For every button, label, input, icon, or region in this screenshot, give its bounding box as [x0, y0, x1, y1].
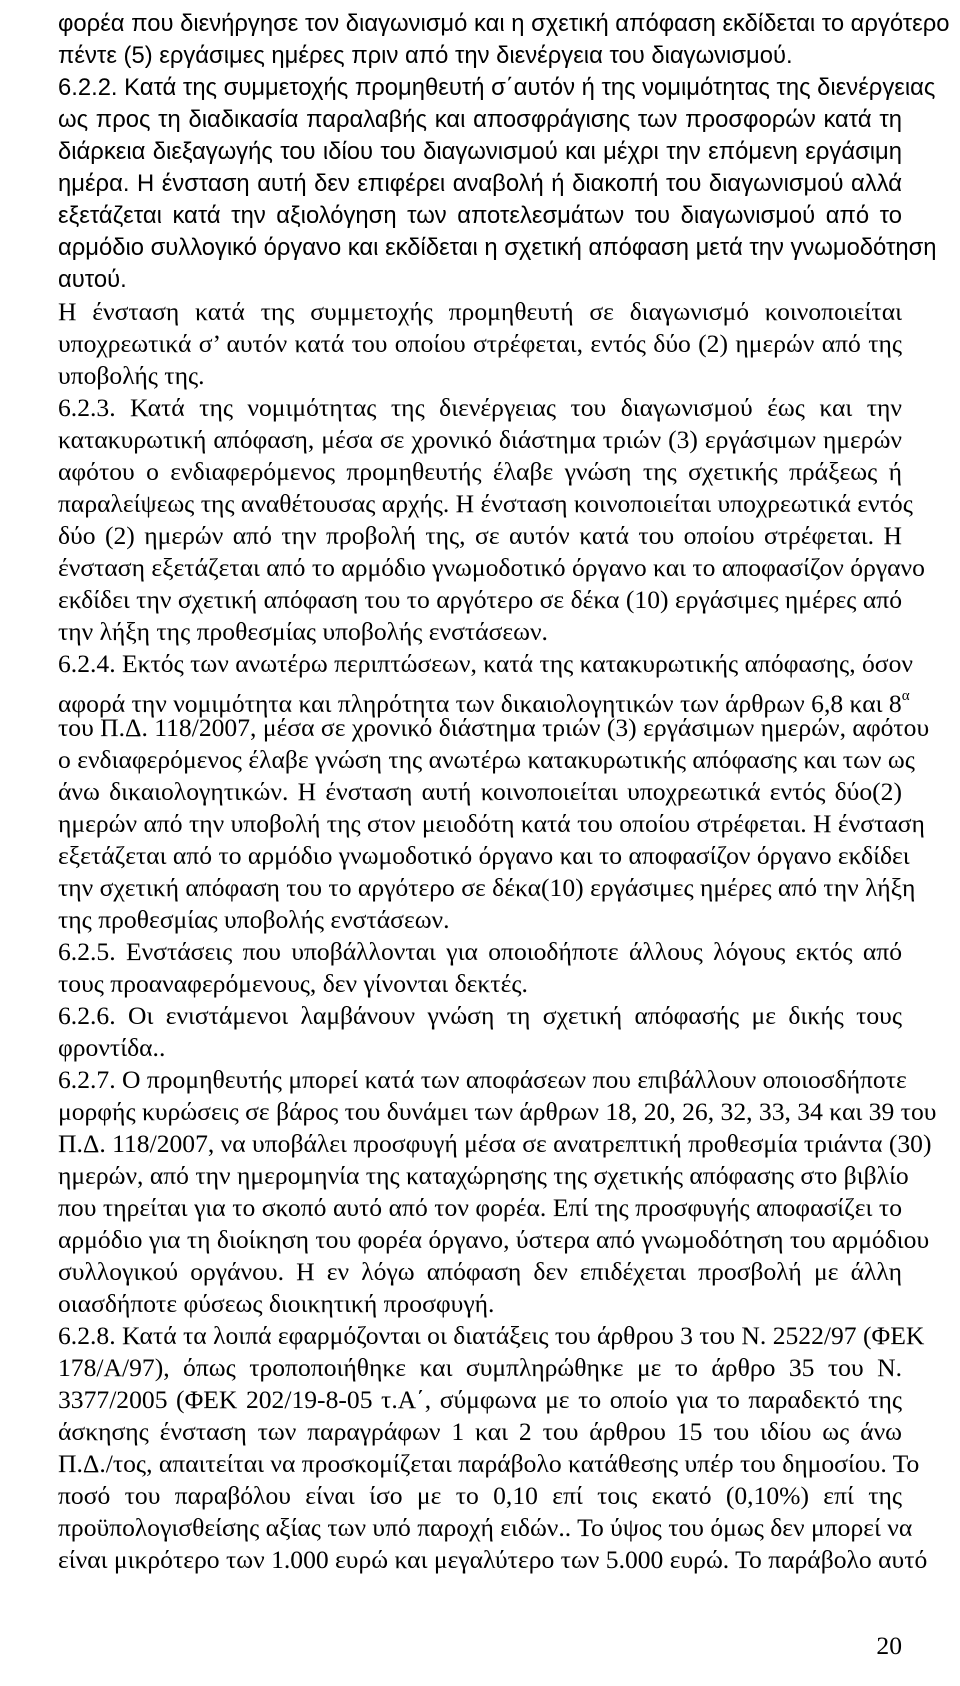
text-line [58, 1448, 920, 1480]
text-line [58, 616, 902, 648]
text-line-content: συλλογικού οργάνου. Η εν λόγω απόφαση δεν επιδέχεται προσβολή με άλλη [58, 1257, 902, 1286]
text-line-content: αυτού. [58, 266, 127, 293]
text-line-content: 3377/2005 (ΦΕΚ 202/19-8-05 τ.Α΄, σύμφωνα με το οποίο για το παραδεκτό της [58, 1385, 902, 1414]
text-line [58, 1416, 902, 1448]
text-line [58, 936, 902, 968]
text-line [58, 200, 902, 232]
text-line [58, 40, 902, 72]
text-line-content: ένσταση εξετάζεται από το αρμόδιο γνωμοδοτικό όργανο και το αποφασίζον όργανο [58, 553, 925, 582]
text-line-content: άσκησης ένσταση των παραγράφων 1 και 2 του άρθρου 15 του ιδίου ως άνω [58, 1417, 902, 1446]
text-line [58, 136, 902, 168]
text-line-content: κατακυρωτική απόφαση, μέσα σε χρονικό διάστημα τριών (3) εργάσιμων ημερών [58, 425, 902, 454]
text-line-content: της προθεσμίας υποβολής ενστάσεων. [58, 905, 450, 934]
text-line [58, 1096, 937, 1128]
text-line-content: εκδίδει την σχετική απόφαση του το αργότερο σε δέκα (10) εργάσιμες ημέρες από [58, 585, 902, 614]
text-line [58, 360, 902, 392]
text-line [58, 8, 950, 40]
text-line [58, 1160, 909, 1192]
text-line [58, 872, 916, 904]
text-line [58, 808, 925, 840]
text-line [58, 584, 902, 616]
text-line-content: την λήξη της προθεσμίας υποβολής ενστάσεων. [58, 617, 548, 646]
text-line-content: 6.2.2. Κατά της συμμετοχής προμηθευτή σ΄αυτόν ή της νομιμότητας της διενέργειας [58, 74, 936, 101]
text-line [58, 296, 902, 328]
text-line [58, 1192, 902, 1224]
text-line-content: Π.Δ. 118/2007, να υποβάλει προσφυγή μέσα σε ανατρεπτική προθεσμία τριάντα (30) [58, 1129, 932, 1158]
text-line-content: διάρκεια διεξαγωγής του ιδίου του διαγωνισμού και μέχρι την επόμενη εργάσιμη [58, 138, 902, 165]
text-line [58, 72, 936, 104]
text-line [58, 328, 902, 360]
text-line [58, 424, 902, 456]
text-line [58, 648, 913, 680]
text-line-content: οιασδήποτε φύσεως διοικητική προσφυγή. [58, 1289, 495, 1318]
text-line-content: τους προαναφερόμενους, δεν γίνονται δεκτές. [58, 969, 528, 998]
text-line-content: 6.2.8. Κατά τα λοιπά εφαρμόζονται οι διατάξεις του άρθρου 3 του Ν. 2522/97 (ΦΕΚ [58, 1321, 925, 1350]
text-line [58, 456, 902, 488]
text-line [58, 168, 902, 200]
text-line-content: άνω δικαιολογητικών. Η ένσταση αυτή κοινοποιείται υποχρεωτικά εντός δύο(2) [58, 777, 902, 806]
text-line-content: 6.2.3. Κατά της νομιμότητας της διενέργειας του διαγωνισμού έως και την [58, 393, 902, 422]
text-line [58, 840, 910, 872]
text-line-content: υποχρεωτικά σ’ αυτόν κατά του οποίου στρέφεται, εντός δύο (2) ημερών από της [58, 329, 902, 358]
text-line [58, 1480, 902, 1512]
text-line-content: την σχετική απόφαση του το αργότερο σε δέκα(10) εργάσιμες ημέρες από την λήξη [58, 873, 916, 902]
text-line-content: αρμόδιο συλλογικό όργανο και εκδίδεται η σχετική απόφαση μετά την γνωμοδότηση [58, 234, 937, 261]
text-line-content: δύο (2) ημερών από την προβολή της, σε αυτόν κατά του οποίου στρέφεται. Η [58, 521, 902, 550]
text-line-content: αφορά την νομιμότητα και πληρότητα των δικαιολογητικών των άρθρων 6,8 και 8 [58, 689, 902, 718]
text-line [58, 904, 902, 936]
text-line [58, 1384, 902, 1416]
superscript: α [901, 688, 910, 704]
text-line [58, 712, 930, 744]
text-line [58, 104, 902, 136]
text-line [58, 1320, 925, 1352]
text-line-content: 178/Α/97), όπως τροποποιήθηκε και συμπληρώθηκε με το άρθρο 35 του Ν. [58, 1353, 902, 1382]
text-line [58, 680, 910, 718]
text-line-content: 6.2.4. Εκτός των ανωτέρω περιπτώσεων, κατά της κατακυρωτικής απόφασης, όσον [58, 649, 913, 678]
text-line-content: ο ενδιαφερόμενος έλαβε γνώση της ανωτέρω κατακυρωτικής απόφασης και των ως [58, 745, 915, 774]
text-line [58, 744, 915, 776]
text-line [58, 1224, 930, 1256]
text-line-content: 6.2.5. Ενστάσεις που υποβάλλονται για οποιοδήποτε άλλους λόγους εκτός από [58, 937, 902, 966]
text-line-content: ποσό του παραβόλου είναι ίσο με το 0,10 επί τοις εκατό (0,10%) επί της [58, 1481, 902, 1510]
text-line-content: ημέρα. Η ένσταση αυτή δεν επιφέρει αναβολή ή διακοπή του διαγωνισμού αλλά [58, 170, 902, 197]
text-line-content: που τηρείται για το σκοπό αυτό από τον φορέα. Επί της προσφυγής αποφασίζει το [58, 1193, 902, 1222]
text-line [58, 1128, 932, 1160]
text-line [58, 1288, 902, 1320]
text-line-content: φορέα που διενήργησε τον διαγωνισμό και η σχετική απόφαση εκδίδεται το αργότερο [58, 10, 950, 37]
text-line-content: ημερών από την υποβολή της στον μειοδότη κατά του οποίου στρέφεται. Η ένσταση [58, 809, 925, 838]
text-line-content: ημερών, από την ημερομηνία της καταχώρησης της σχετικής απόφασης στο βιβλίο [58, 1161, 909, 1190]
text-line-content: φροντίδα.. [58, 1033, 166, 1062]
text-line [58, 968, 902, 1000]
text-line-content: αφότου ο ενδιαφερόμενος προμηθευτής έλαβε γνώση της σχετικής πράξεως ή [58, 457, 902, 486]
text-line-content: εξετάζεται κατά την αξιολόγηση των αποτελεσμάτων του διαγωνισμού από το [58, 202, 902, 229]
text-line [58, 520, 902, 552]
text-line-content: του Π.Δ. 118/2007, μέσα σε χρονικό διάστημα τριών (3) εργάσιμων ημερών, αφότου [58, 713, 930, 742]
text-line-content: Η ένσταση κατά της συμμετοχής προμηθευτή σε διαγωνισμό κοινοποιείται [58, 297, 902, 326]
text-line [58, 552, 925, 584]
text-line [58, 232, 937, 264]
text-line [58, 776, 902, 808]
text-line [58, 1000, 902, 1032]
text-line-content: 6.2.7. Ο προμηθευτής μπορεί κατά των αποφάσεων που επιβάλλουν οποιοσδήποτε [58, 1065, 907, 1094]
text-line-content: ως προς τη διαδικασία παραλαβής και αποσφράγισης των προσφορών κατά τη [58, 106, 902, 133]
text-line [58, 1256, 902, 1288]
text-line-content: Π.Δ./τος, απαιτείται να προσκομίζεται παράβολο κατάθεσης υπέρ του δημοσίου. Το [58, 1449, 920, 1478]
text-line [58, 488, 913, 520]
text-line [58, 1064, 907, 1096]
text-line-content: 6.2.6. Οι ενιστάμενοι λαμβάνουν γνώση τη σχετική απόφασής με δικής τους [58, 1001, 902, 1030]
text-line-content: είναι μικρότερο των 1.000 ευρώ και μεγαλύτερο των 5.000 ευρώ. Το παράβολο αυτό [58, 1545, 928, 1574]
text-line [58, 264, 902, 296]
text-line-content: εξετάζεται από το αρμόδιο γνωμοδοτικό όργανο και το αποφασίζον όργανο εκδίδει [58, 841, 910, 870]
text-line-content: μορφής κυρώσεις σε βάρος του δυνάμει των άρθρων 18, 20, 26, 32, 33, 34 και 39 του [58, 1097, 937, 1126]
text-line-content: αρμόδιο για τη διοίκηση του φορέα όργανο, ύστερα από γνωμοδότηση του αρμόδιου [58, 1225, 930, 1254]
text-line [58, 392, 902, 424]
text-line [58, 1032, 902, 1064]
text-line [58, 1544, 928, 1576]
text-line [58, 1512, 913, 1544]
text-line [58, 1352, 902, 1384]
text-line-content: πέντε (5) εργάσιμες ημέρες πριν από την διενέργεια του διαγωνισμού. [58, 42, 793, 69]
text-line-content: παραλείψεως της αναθέτουσας αρχής. Η ένσταση κοινοποιείται υποχρεωτικά εντός [58, 489, 913, 518]
text-line-content: προϋπολογισθείσης αξίας των υπό παροχή ειδών.. Το ύψος του όμως δεν μπορεί να [58, 1513, 913, 1542]
page-number: 20 [876, 1631, 902, 1660]
text-line-content: υποβολής της. [58, 361, 205, 390]
body-text [58, 8, 950, 1576]
